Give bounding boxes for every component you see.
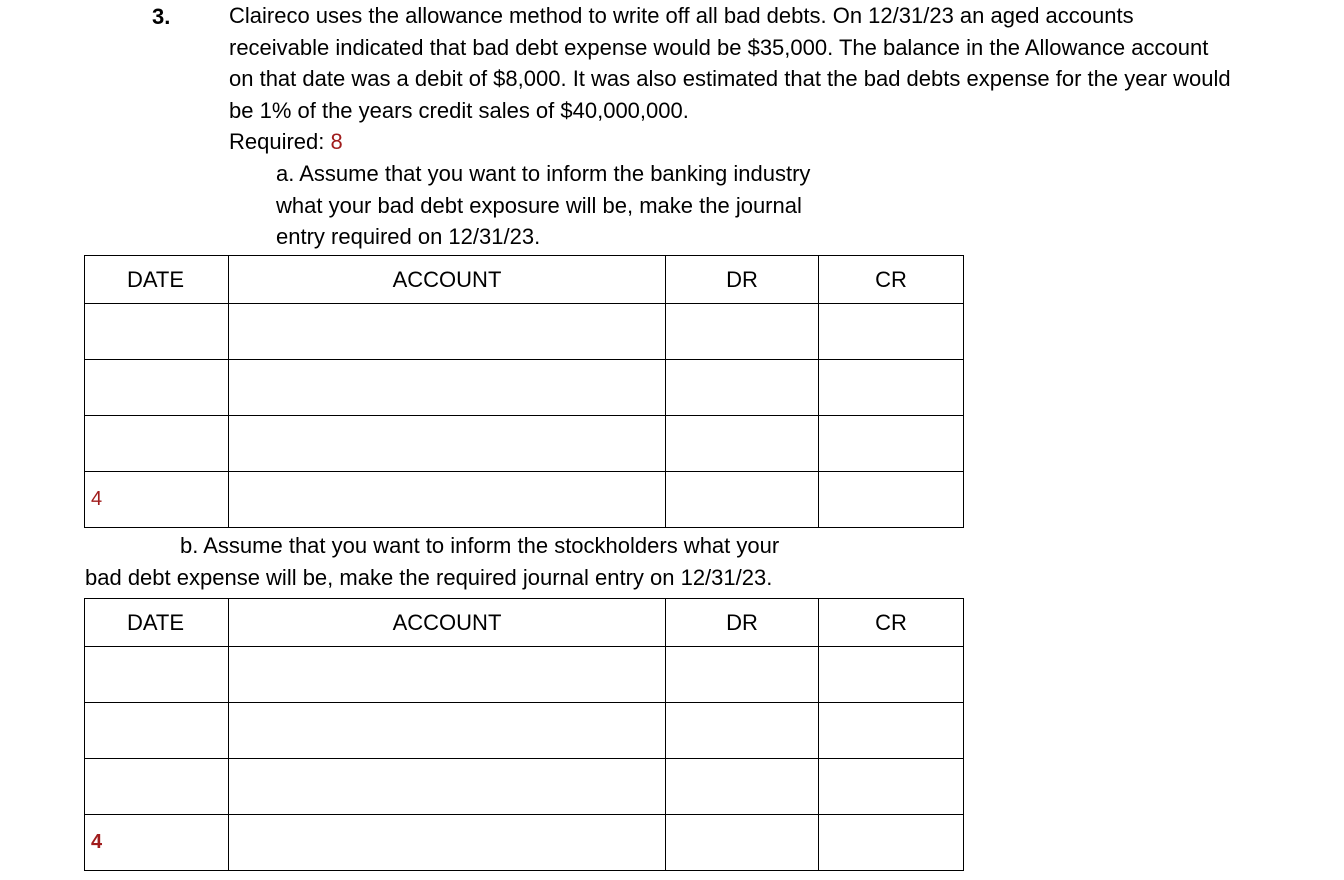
dr-cell[interactable] [666,647,819,703]
header-cr: CR [819,599,964,647]
account-cell[interactable] [229,416,666,472]
table-row [85,647,964,703]
cr-cell[interactable] [819,647,964,703]
question-line: Claireco uses the allowance method to write off all bad debts. On 12/31/23 an aged accounts [229,3,1134,28]
account-cell[interactable] [229,703,666,759]
table-row [85,304,964,360]
header-date: DATE [85,599,229,647]
part-a-line: entry required on 12/31/23. [276,224,541,249]
account-cell[interactable] [229,304,666,360]
part-a-prompt [276,158,876,253]
account-cell[interactable] [229,647,666,703]
header-date: DATE [85,256,229,304]
question-number: 3. [152,4,171,29]
date-cell[interactable] [85,703,229,759]
table-row [85,472,964,528]
header-account: ACCOUNT [229,256,666,304]
cr-cell[interactable] [819,360,964,416]
cr-cell[interactable] [819,416,964,472]
cr-cell[interactable] [819,815,964,871]
dr-cell[interactable] [666,360,819,416]
dr-cell[interactable] [666,815,819,871]
required-line [229,126,1339,158]
part-a-line: what your bad debt exposure will be, make the journal [276,192,802,218]
points-marker[interactable]: 4 [85,472,229,528]
points-marker[interactable]: 4 [85,815,229,871]
cr-cell[interactable] [819,472,964,528]
dr-cell[interactable] [666,759,819,815]
part-a-line: a. Assume that you want to inform the banking industry [276,161,811,186]
dr-cell[interactable] [666,472,819,528]
date-cell[interactable] [85,360,229,416]
cr-cell[interactable] [819,703,964,759]
date-cell[interactable] [85,304,229,360]
date-cell[interactable] [85,647,229,703]
journal-table-a [84,255,964,528]
dr-cell[interactable] [666,703,819,759]
part-b-prompt-line1: b. Assume that you want to inform the stockholders what your [180,533,780,558]
account-cell[interactable] [229,360,666,416]
table-row [85,759,964,815]
header-cr: CR [819,256,964,304]
header-dr: DR [666,599,819,647]
dr-cell[interactable] [666,304,819,360]
table-header-row [85,256,964,304]
account-cell[interactable] [229,815,666,871]
required-label: Required: [229,129,331,154]
header-dr: DR [666,256,819,304]
cr-cell[interactable] [819,304,964,360]
table-row [85,815,964,871]
date-cell[interactable] [85,416,229,472]
account-cell[interactable] [229,472,666,528]
part-b-prompt-line2: bad debt expense will be, make the required journal entry on 12/31/23. [85,565,773,590]
table-row [85,360,964,416]
question-line: be 1% of the years credit sales of $40,000,000. [229,97,689,123]
dr-cell[interactable] [666,416,819,472]
date-cell[interactable] [85,759,229,815]
header-account: ACCOUNT [229,599,666,647]
required-points: 8 [330,129,343,154]
question-line: receivable indicated that bad debt expense would be $35,000. The balance in the Allowance account [229,34,1209,60]
table-row [85,416,964,472]
question-line: on that date was a debit of $8,000. It was also estimated that the bad debts expense for the year would [229,66,1231,91]
table-row [85,703,964,759]
journal-table-b [84,598,964,871]
question-text [229,0,1339,158]
table-header-row [85,599,964,647]
cr-cell[interactable] [819,759,964,815]
account-cell[interactable] [229,759,666,815]
